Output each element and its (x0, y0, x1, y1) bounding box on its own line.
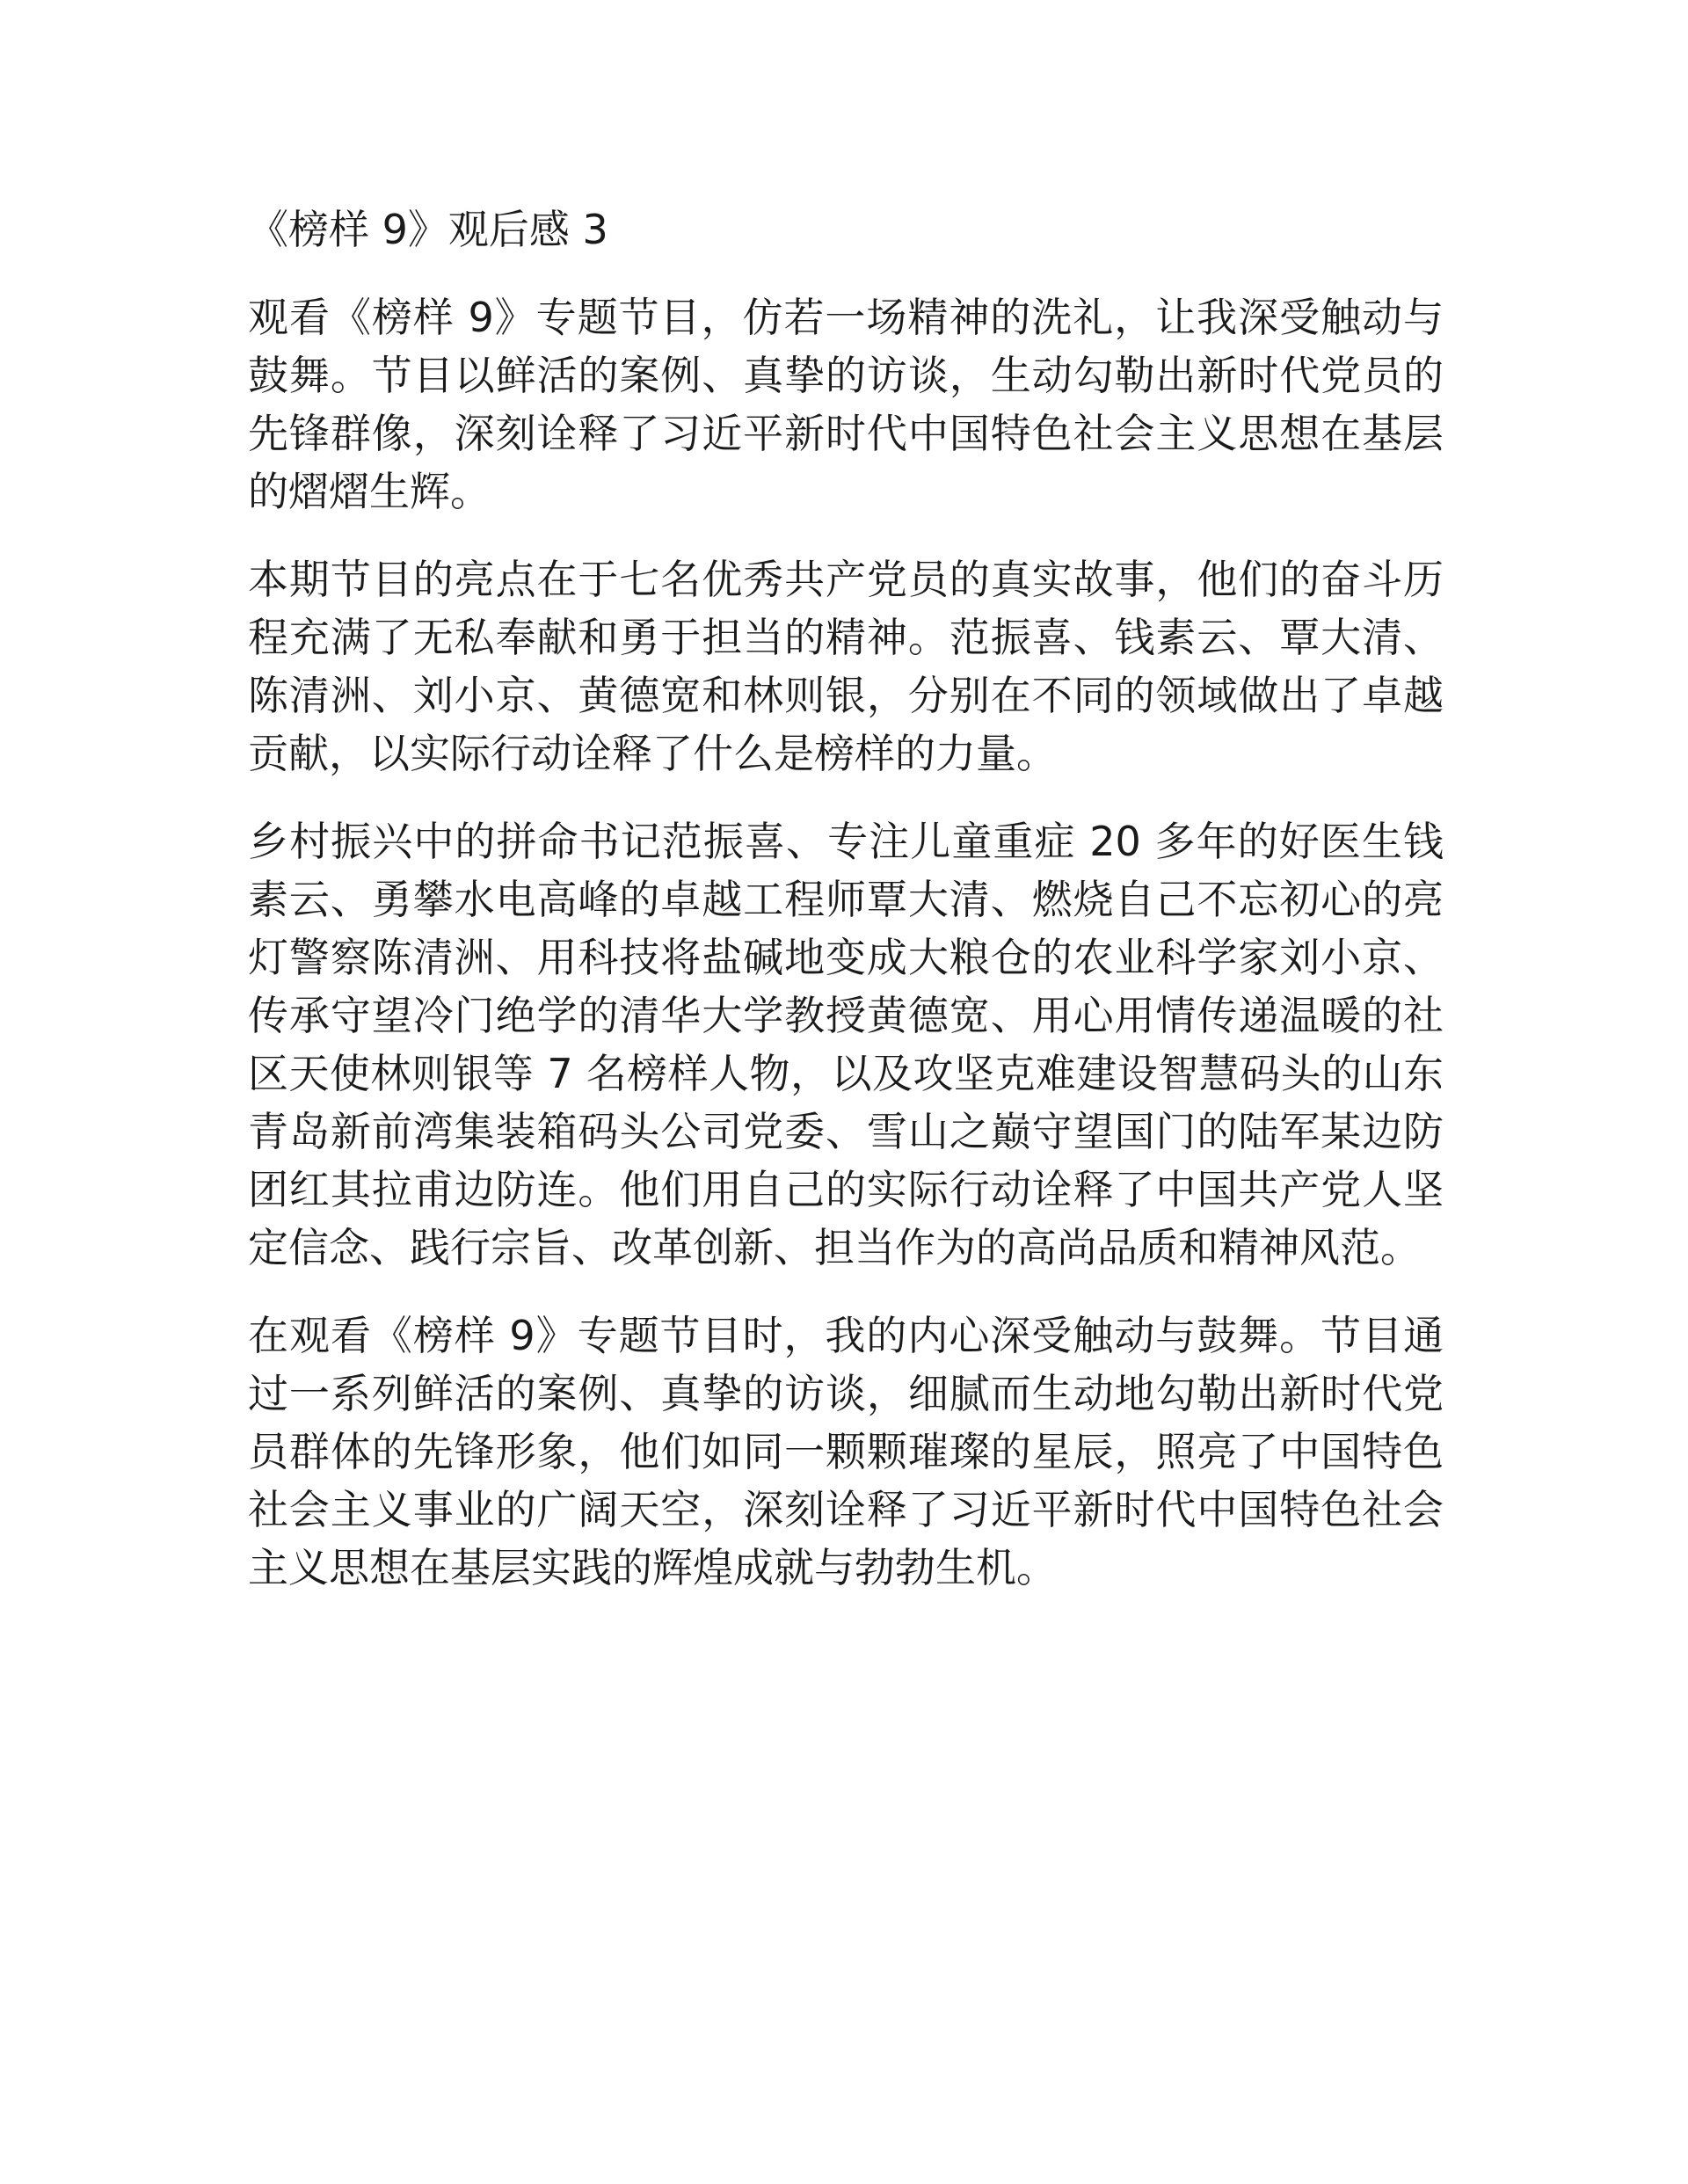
document-body (248, 200, 1444, 1597)
paragraph-intro: 观看《榜样 9》专题节目，仿若一场精神的洗礼，让我深受触动与鼓舞。节目以鲜活的案例、真挚的访谈，生动勾勒出新时代党员的先锋群像，深刻诠释了习近平新时代中国特色社会主义思想在基层的熠熠生辉。 (248, 294, 1444, 515)
document-title: 《榜样 9》观后感 3 (248, 206, 608, 253)
paragraph-role-models: 乡村振兴中的拼命书记范振喜、专注儿童重症 20 多年的好医生钱素云、勇攀水电高峰的卓越工程师覃大清、燃烧自己不忘初心的亮灯警察陈清洲、用科技将盐碱地变成大粮仓的农业科学家刘小京、传承守望冷门绝学的清华大学教授黄德宽、用心用情传递温暖的社区天使林则银等 7 名榜样人物，以及攻坚克难建设智慧码头的山东青岛新前湾集装箱码头公司党委、雪山之巅守望国门的陆军某边防团红其拉甫边防连。他们用自己的实际行动诠释了中国共产党人坚定信念、践行宗旨、改革创新、担当作为的高尚品质和精神风范。 (248, 818, 1444, 1271)
paragraph-reflection: 在观看《榜样 9》专题节目时，我的内心深受触动与鼓舞。节目通过一系列鲜活的案例、真挚的访谈，细腻而生动地勾勒出新时代党员群体的先锋形象，他们如同一颗颗璀璨的星辰，照亮了中国特色社会主义事业的广阔天空，深刻诠释了习近平新时代中国特色社会主义思想在基层实践的辉煌成就与勃勃生机。 (248, 1312, 1444, 1591)
paragraph-highlights: 本期节目的亮点在于七名优秀共产党员的真实故事，他们的奋斗历程充满了无私奉献和勇于担当的精神。范振喜、钱素云、覃大清、陈清洲、刘小京、黄德宽和林则银，分别在不同的领域做出了卓越贡献，以实际行动诠释了什么是榜样的力量。 (248, 556, 1444, 777)
